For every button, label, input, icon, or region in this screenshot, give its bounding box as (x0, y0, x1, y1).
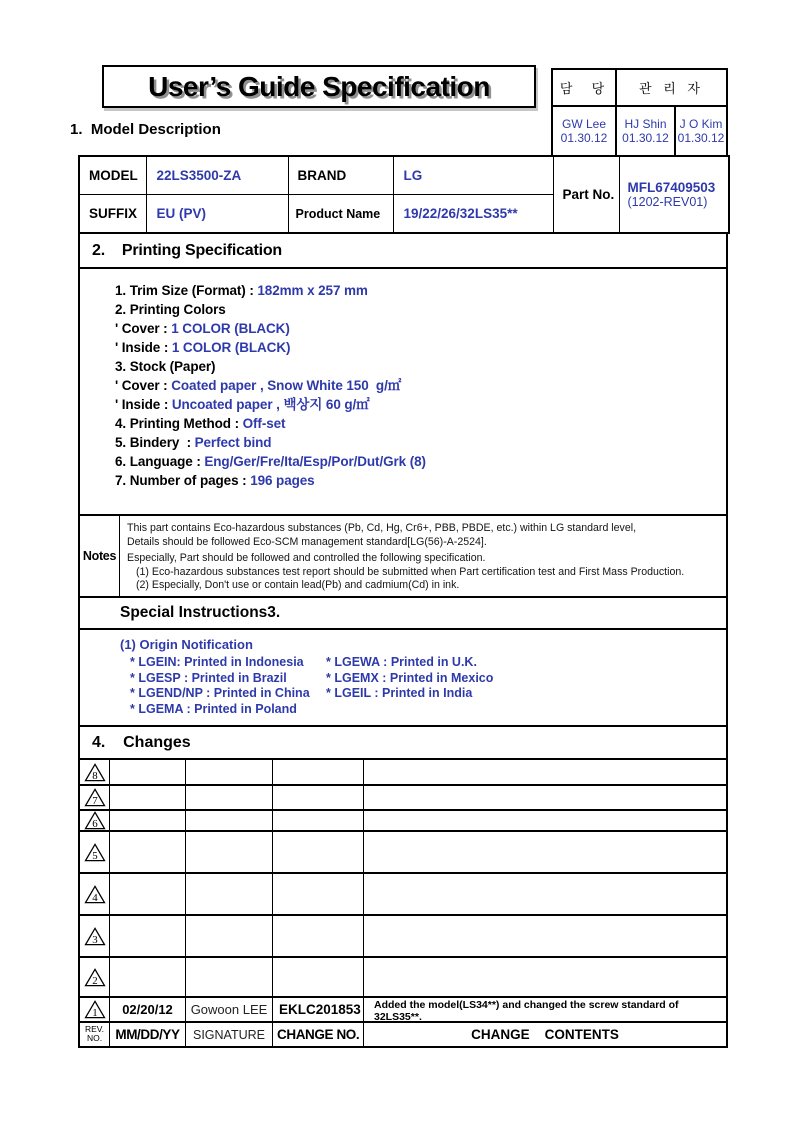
change-row (80, 811, 726, 832)
spec-value: Uncoated paper , 백상지 60 g/㎡ (171, 397, 370, 412)
approver-name: GW Lee (561, 117, 606, 131)
section-1-heading: 1. Model Description (70, 121, 221, 138)
part-no-label-cell: Part No. (553, 156, 619, 233)
revision-triangle-icon (84, 968, 106, 987)
date-header-cell: MM/DD/YY (110, 1023, 186, 1046)
spec-label: ' Cover : (115, 321, 172, 336)
origin-row (120, 655, 726, 671)
notes-line: This part contains Eco-hazardous substances (Pb, Cd, Hg, Cr6+, PBB, PBDE, etc.) within LG standard level, (127, 522, 637, 534)
origin-notification-title: (1) Origin Notification (120, 637, 253, 652)
revision-number: 7 (91, 794, 98, 807)
spec-line (115, 452, 726, 471)
revision-number: 3 (91, 933, 98, 946)
rev-label-line2: NO. (86, 1033, 103, 1043)
change-number-cell (273, 874, 364, 914)
change-contents-cell (364, 760, 726, 784)
notes-line: (1) Eco-hazardous substances test report should be submitted when Part certification test and First Mass Production. (136, 565, 685, 578)
suffix-value-cell: EU (PV) (146, 195, 288, 234)
spec-value: Coated paper , Snow White 150 g/㎡ (171, 378, 402, 393)
change-date-cell: 02/20/12 (110, 998, 186, 1021)
spec-value: 1 COLOR (BLACK) (171, 340, 291, 355)
spec-line (115, 338, 726, 357)
model-label-cell: MODEL (79, 156, 146, 195)
part-revision: (1202-REV01) (627, 194, 708, 209)
spec-line (115, 357, 726, 376)
origin-row (120, 671, 726, 687)
origin-right: * LGEIL : Printed in India (326, 686, 473, 700)
changes-table (78, 758, 728, 1048)
change-number-cell (273, 786, 364, 809)
spec-label: 6. Language : (115, 454, 205, 469)
change-signature-cell (186, 811, 273, 830)
spec-line (115, 395, 726, 414)
change-date-cell (110, 874, 186, 914)
change-contents-cell (364, 916, 726, 956)
approvals-header-manager: 관 리 자 (639, 81, 704, 96)
revision-number: 1 (91, 1006, 98, 1019)
spec-label: 4. Printing Method : (115, 416, 243, 431)
notes-line: Especially, Part should be followed and controlled the following specification. (127, 552, 486, 565)
changes-heading-box (78, 725, 728, 760)
change-number-cell (273, 760, 364, 784)
revision-number: 5 (91, 849, 98, 862)
revision-marker-cell (80, 958, 110, 996)
revision-marker-cell (80, 832, 110, 872)
printing-specification-body (80, 269, 726, 490)
origin-right: * LGEMX : Printed in Mexico (326, 670, 494, 685)
origin-left: * LGESP : Printed in Brazil (130, 670, 287, 685)
spec-label: ' Inside : (115, 397, 172, 412)
spec-value: Eng/Ger/Fre/Ita/Esp/Por/Dut/Grk (8) (204, 454, 426, 469)
revision-number: 4 (91, 891, 98, 904)
changes-footer-row (80, 1023, 726, 1046)
spec-label: 1. Trim Size (Format) : (115, 283, 258, 298)
notes-section (78, 514, 728, 598)
printing-specification-section (78, 232, 728, 516)
spec-label: ' Cover : (115, 378, 172, 393)
table-row (79, 156, 729, 195)
change-signature-cell (186, 958, 273, 996)
part-number: MFL67409503 (627, 179, 716, 195)
revision-marker-cell (80, 998, 110, 1021)
change-contents-header-cell: CHANGE CONTENTS (471, 1027, 619, 1042)
change-date-cell (110, 832, 186, 872)
spec-value: Perfect bind (194, 435, 272, 450)
change-row (80, 958, 726, 998)
revision-marker-cell (80, 916, 110, 956)
change-row (80, 998, 726, 1023)
special-instructions-heading: Special Instructions3. (120, 604, 281, 621)
change-number-cell (273, 811, 364, 830)
change-signature-cell (186, 760, 273, 784)
change-number-cell (273, 832, 364, 872)
change-contents-cell: Added the model(LS34**) and changed the screw standard of 32LS35**. (374, 999, 679, 1021)
origin-row (120, 686, 726, 702)
model-value-cell: 22LS3500-ZA (146, 156, 288, 195)
rev-label-line1: REV. (84, 1024, 105, 1034)
signature-header-cell: SIGNATURE (186, 1023, 273, 1046)
change-date-cell (110, 916, 186, 956)
spec-value: 196 pages (250, 473, 315, 488)
spec-label: 3. Stock (Paper) (115, 359, 216, 374)
spec-label: ' Inside : (115, 340, 172, 355)
change-date-cell (110, 760, 186, 784)
special-instructions-heading-box (78, 596, 728, 630)
change-row (80, 760, 726, 786)
model-description-table (78, 155, 730, 234)
spec-label: 7. Number of pages : (115, 473, 251, 488)
spec-line (115, 414, 726, 433)
spec-line (115, 281, 726, 300)
revision-triangle-icon (84, 811, 106, 830)
change-number-cell (273, 916, 364, 956)
notes-body (120, 516, 726, 596)
origin-left: * LGEMA : Printed in Poland (130, 701, 297, 716)
approver-date: 01.30.12 (677, 131, 725, 145)
spec-value: 182mm x 257 mm (257, 283, 368, 298)
revision-number: 2 (91, 974, 98, 987)
notes-line: Details should be followed Eco-SCM management standard[LG(56)-A-2524]. (127, 535, 487, 548)
spec-line (115, 376, 726, 395)
revision-marker-cell (80, 874, 110, 914)
spec-value: Off-set (242, 416, 286, 431)
spec-value: 1 COLOR (BLACK) (171, 321, 290, 336)
part-no-value-cell (619, 156, 729, 233)
revision-marker-cell (80, 760, 110, 784)
origin-left: * LGEIN: Printed in Indonesia (130, 655, 304, 669)
approver-date: 01.30.12 (560, 131, 608, 145)
spec-line (115, 300, 726, 319)
approver-cell (553, 107, 617, 155)
origin-row (120, 702, 726, 718)
origin-right: * LGEWA : Printed in U.K. (326, 655, 477, 669)
approvals-table (551, 68, 728, 157)
change-signature-cell (186, 874, 273, 914)
changes-heading: 4. Changes (92, 733, 191, 751)
approvals-header-row (553, 70, 726, 107)
revision-triangle-icon (84, 927, 106, 946)
special-instructions-body (78, 628, 728, 727)
change-date-cell (110, 958, 186, 996)
spec-line (115, 319, 726, 338)
change-row (80, 874, 726, 916)
spec-line (115, 471, 726, 490)
approvals-signature-row (553, 107, 726, 155)
revision-triangle-icon (84, 885, 106, 904)
revision-triangle-icon (84, 843, 106, 862)
change-contents-cell (364, 874, 726, 914)
change-signature-cell (186, 786, 273, 809)
revision-number: 8 (91, 769, 98, 782)
brand-label-cell: BRAND (288, 156, 393, 195)
revision-triangle-icon (84, 763, 106, 782)
notes-line: (2) Especially, Don't use or contain lead(Pb) and cadmium(Cd) in ink. (136, 579, 460, 592)
change-row (80, 786, 726, 811)
change-row (80, 916, 726, 958)
spec-label: 5. Bindery : (115, 435, 195, 450)
printing-specification-heading: 2. Printing Specification (80, 234, 726, 269)
approver-cell (617, 107, 676, 155)
rev-no-header-cell (80, 1023, 110, 1046)
change-number-cell (273, 958, 364, 996)
change-row (80, 832, 726, 874)
revision-marker-cell (80, 811, 110, 830)
approvals-header-damdang: 담 당 (553, 70, 617, 105)
product-name-value-cell: 19/22/26/32LS35** (393, 195, 553, 234)
notes-label: Notes (80, 516, 120, 596)
approver-cell (676, 107, 726, 155)
spec-label: 2. Printing Colors (115, 302, 226, 317)
change-date-cell (110, 786, 186, 809)
suffix-label-cell: SUFFIX (79, 195, 146, 234)
approver-date: 01.30.12 (622, 131, 669, 145)
change-date-cell (110, 811, 186, 830)
change-contents-cell (364, 832, 726, 872)
spec-line (115, 433, 726, 452)
change-contents-cell (364, 786, 726, 809)
revision-marker-cell (80, 786, 110, 809)
change-signature-cell: Gowoon LEE (186, 998, 273, 1021)
approver-name: J O Kim (679, 117, 723, 131)
change-contents-cell (364, 958, 726, 996)
revision-triangle-icon (84, 1000, 106, 1019)
origin-left: * LGEND/NP : Printed in China (130, 686, 310, 700)
main-content-stack (78, 155, 728, 1048)
change-signature-cell (186, 916, 273, 956)
product-name-label-cell: Product Name (288, 195, 393, 234)
change-contents-cell (364, 811, 726, 830)
change-number-cell: EKLC201853 (273, 998, 364, 1021)
revision-number: 6 (91, 817, 98, 830)
document-title: User’s Guide Specification (148, 70, 490, 102)
change-no-header-cell: CHANGE NO. (273, 1023, 364, 1046)
revision-triangle-icon (84, 788, 106, 807)
approver-name: HJ Shin (624, 117, 667, 131)
document-title-box (102, 65, 536, 108)
change-signature-cell (186, 832, 273, 872)
brand-value-cell: LG (393, 156, 553, 195)
